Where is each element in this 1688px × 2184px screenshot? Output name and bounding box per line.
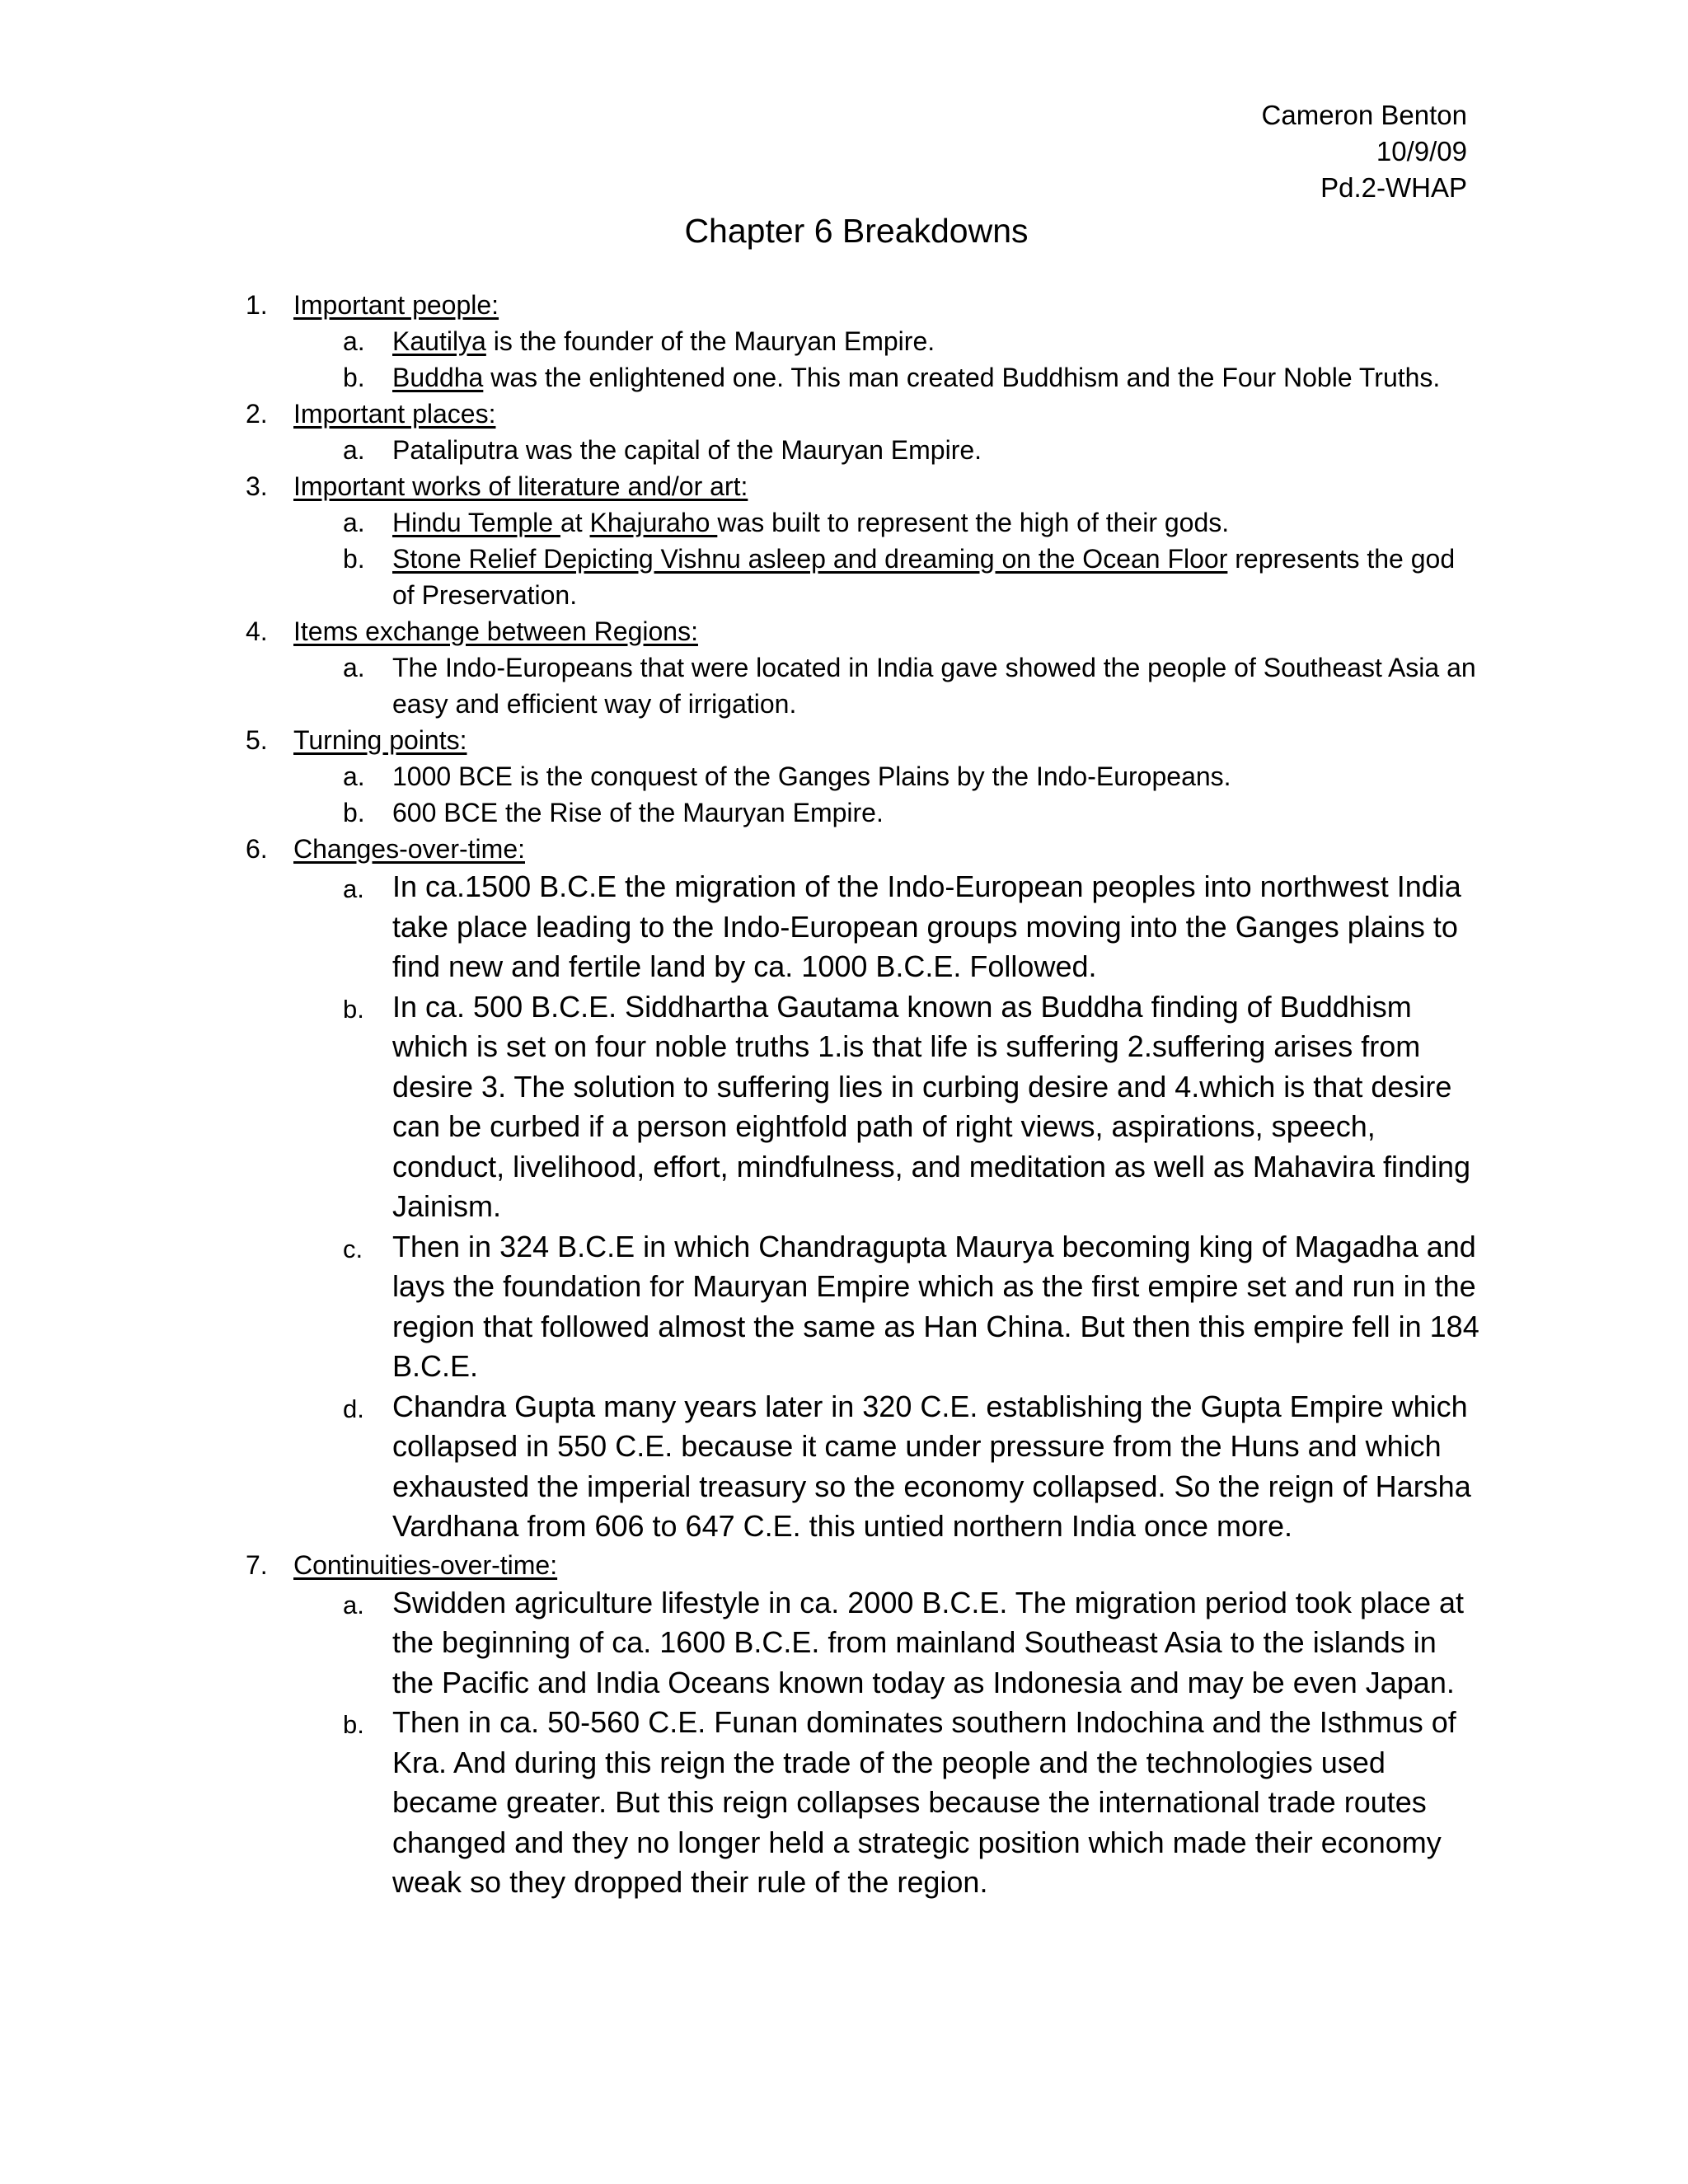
section-heading-items-exchange — [246, 613, 1482, 649]
author-name: Cameron Benton — [1261, 100, 1467, 130]
class-period: Pd.2-WHAP — [1320, 172, 1467, 203]
section-label: Continuities-over-time: — [293, 1549, 558, 1580]
list-item — [246, 1227, 1482, 1387]
section-number: 5. — [246, 725, 268, 755]
item-text: In ca. 500 B.C.E. Siddhartha Gautama known as Buddha finding of Buddhism which is set on four noble truths 1.is that life is suffering 2.suffering arises from desire 3. The solution to suffering lies in curbing desire and 4.which is that desire can be curbed if a person eightfold path of right views, aspirations, speech, conduct, livelihood, effort, mindfulness, and meditation as well as Mahavira finding Jainism. — [392, 989, 1471, 1223]
item-letter: a. — [343, 1590, 364, 1619]
list-item — [246, 987, 1482, 1227]
list-item — [246, 432, 1482, 468]
list-item — [246, 1703, 1482, 1903]
item-text: Chandra Gupta many years later in 320 C.E. establishing the Gupta Empire which collapsed in 550 C.E. because it came under pressure from the Huns and which exhausted the imperial treasury so the economy collapsed. So the reign of Harsha Vardhana from 606 to 647 C.E. this untied northern India once more. — [392, 1389, 1471, 1543]
section-label: Turning points: — [293, 725, 467, 755]
section-heading-important-places — [246, 396, 1482, 432]
item-text: is the founder of the Mauryan Empire. — [485, 326, 935, 356]
underlined-term: Khajuraho — [589, 508, 718, 537]
section-label: Important people: — [293, 290, 499, 320]
list-item — [246, 323, 1482, 359]
section-number: 3. — [246, 471, 268, 501]
section-number: 7. — [246, 1549, 268, 1580]
section-number: 6. — [246, 834, 268, 864]
outline-list — [246, 287, 1482, 1903]
list-item — [246, 1583, 1482, 1704]
section-heading-important-people — [246, 287, 1482, 323]
item-text: was built to represent the high of their gods. — [717, 508, 1230, 537]
item-letter: c. — [343, 1234, 363, 1263]
item-letter: a. — [343, 874, 364, 903]
item-letter: a. — [343, 508, 365, 537]
item-text: In ca.1500 B.C.E the migration of the Indo-European peoples into northwest India take place leading to the Indo-European groups moving into the Ganges plains to find new and fertile land by ca. 1000 B.C.E. Followed. — [392, 869, 1461, 983]
item-letter: d. — [343, 1394, 364, 1423]
item-letter: b. — [343, 798, 365, 827]
item-text: Pataliputra was the capital of the Mauryan Empire. — [392, 435, 982, 465]
section-number: 2. — [246, 399, 268, 429]
item-text: was the enlightened one. This man created Buddhism and the Four Noble Truths. — [483, 363, 1441, 392]
underlined-term: Stone Relief Depicting Vishnu asleep and dreaming on the Ocean Floor — [392, 544, 1228, 574]
section-heading-turning-points — [246, 722, 1482, 758]
list-item — [246, 758, 1482, 794]
list-item — [246, 649, 1482, 722]
item-text: Then in 324 B.C.E in which Chandragupta Maurya becoming king of Magadha and lays the foundation for Mauryan Empire which as the first empire set and run in the region that followed almost the same as Han China. But then this empire fell in 184 B.C.E. — [392, 1229, 1479, 1383]
item-letter: b. — [343, 363, 365, 392]
item-text: The Indo-Europeans that were located in India gave showed the people of Southeast Asia an easy and efficient way of irrigation. — [392, 653, 1476, 719]
item-text: at — [560, 508, 590, 537]
section-heading-changes-over-time — [246, 831, 1482, 867]
section-label: Important places: — [293, 399, 496, 429]
section-heading-literature-art — [246, 468, 1482, 504]
section-heading-continuities-over-time — [246, 1547, 1482, 1583]
author-header — [1262, 97, 1467, 206]
list-item — [246, 794, 1482, 831]
section-label: Important works of literature and/or art: — [293, 471, 748, 501]
item-text: represents the god of Preservation. — [392, 544, 1456, 610]
item-letter: b. — [343, 994, 364, 1024]
list-item — [246, 359, 1482, 396]
underlined-term: Hindu Temple — [392, 508, 560, 537]
list-item — [246, 504, 1482, 541]
item-letter: a. — [343, 326, 365, 356]
item-text: 1000 BCE is the conquest of the Ganges Plains by the Indo-Europeans. — [392, 762, 1231, 791]
section-number: 4. — [246, 616, 268, 646]
item-letter: a. — [343, 762, 365, 791]
underlined-term: Kautilya — [392, 326, 486, 356]
section-label: Items exchange between Regions: — [293, 616, 698, 646]
page-title: Chapter 6 Breakdowns — [684, 212, 1029, 250]
section-label: Changes-over-time: — [293, 834, 525, 864]
list-item — [246, 541, 1482, 613]
section-number: 1. — [246, 290, 268, 320]
item-letter: b. — [343, 544, 365, 574]
item-text: Then in ca. 50-560 C.E. Funan dominates southern Indochina and the Isthmus of Kra. And during this reign the trade of the people and the technologies used became greater. But this reign collapses because the international trade routes changed and they no longer held a strategic position which made their economy weak so they dropped their rule of the region. — [392, 1705, 1456, 1899]
item-text: Swidden agriculture lifestyle in ca. 2000 B.C.E. The migration period took place at the beginning of ca. 1600 B.C.E. from mainland Southeast Asia to the islands in the Pacific and India Oceans known today as Indonesia and may be even Japan. — [392, 1585, 1465, 1699]
item-text: 600 BCE the Rise of the Mauryan Empire. — [392, 798, 884, 827]
header-date: 10/9/09 — [1376, 136, 1467, 166]
underlined-term: Buddha — [392, 363, 484, 392]
item-letter: a. — [343, 435, 365, 465]
list-item — [246, 1387, 1482, 1547]
list-item — [246, 867, 1482, 987]
item-letter: a. — [343, 653, 365, 682]
item-letter: b. — [343, 1710, 364, 1739]
